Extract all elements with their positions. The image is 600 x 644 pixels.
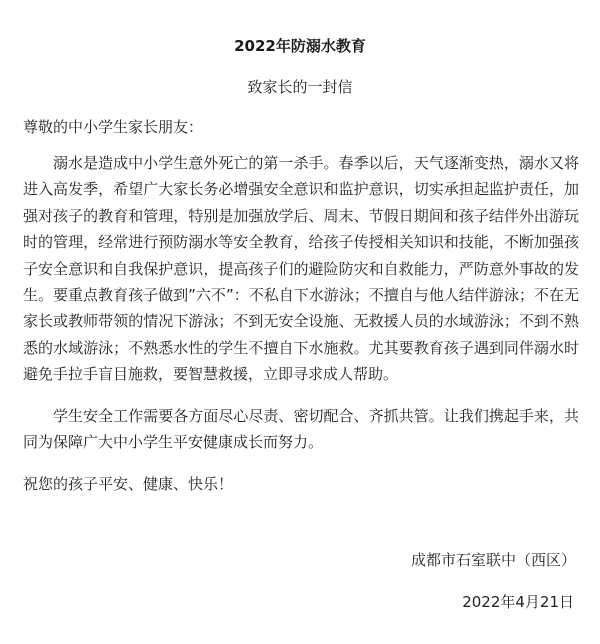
signature: 成都市石室联中（西区）	[410, 551, 576, 569]
closing-wishes: 祝您的孩子平安、健康、快乐！	[23, 475, 234, 493]
salutation: 尊敬的中小学生家长朋友：	[23, 118, 204, 136]
body-paragraph-1: 溺水是造成中小学生意外死亡的第一杀手。春季以后，天气逐渐变热，溺水又将进入高发季，希望广大家长务必增强安全意识和监护意识，切实承担起监护责任，加强对孩子的教育和管理，特别是加强放学后、周末、节假日期间和孩子结伴外出游玩时的管理，经常进行预防溺水等安全教育，给孩子传授相关知识和技能，不断加强孩子安全意识和自我保护意识，提高孩子们的避险防灾和自救能力，严防意外事故的发生。要重点教育孩子做到”六不”：不私自下水游泳；不擅自与他人结伴游泳；不在无家长或教师带领的情况下游泳；不到无安全设施、无救援人员的水域游泳；不到不熟悉的水域游泳；不熟悉水性的学生不擅自下水施救。尤其要教育孩子遇到同伴溺水时避免手拉手盲目施救，要智慧救援，立即寻求成人帮助。	[23, 154, 579, 384]
letter-subtitle: 致家长的一封信	[247, 78, 353, 96]
letter-date: 2022年4月21日	[462, 593, 574, 611]
body-paragraph-2: 学生安全工作需要各方面尽心尽责、密切配合、齐抓共管。让我们携起手来，共同为保障广大中小学生平安健康成长而努力。	[23, 407, 579, 452]
letter-title: 2022年防溺水教育	[234, 37, 366, 55]
